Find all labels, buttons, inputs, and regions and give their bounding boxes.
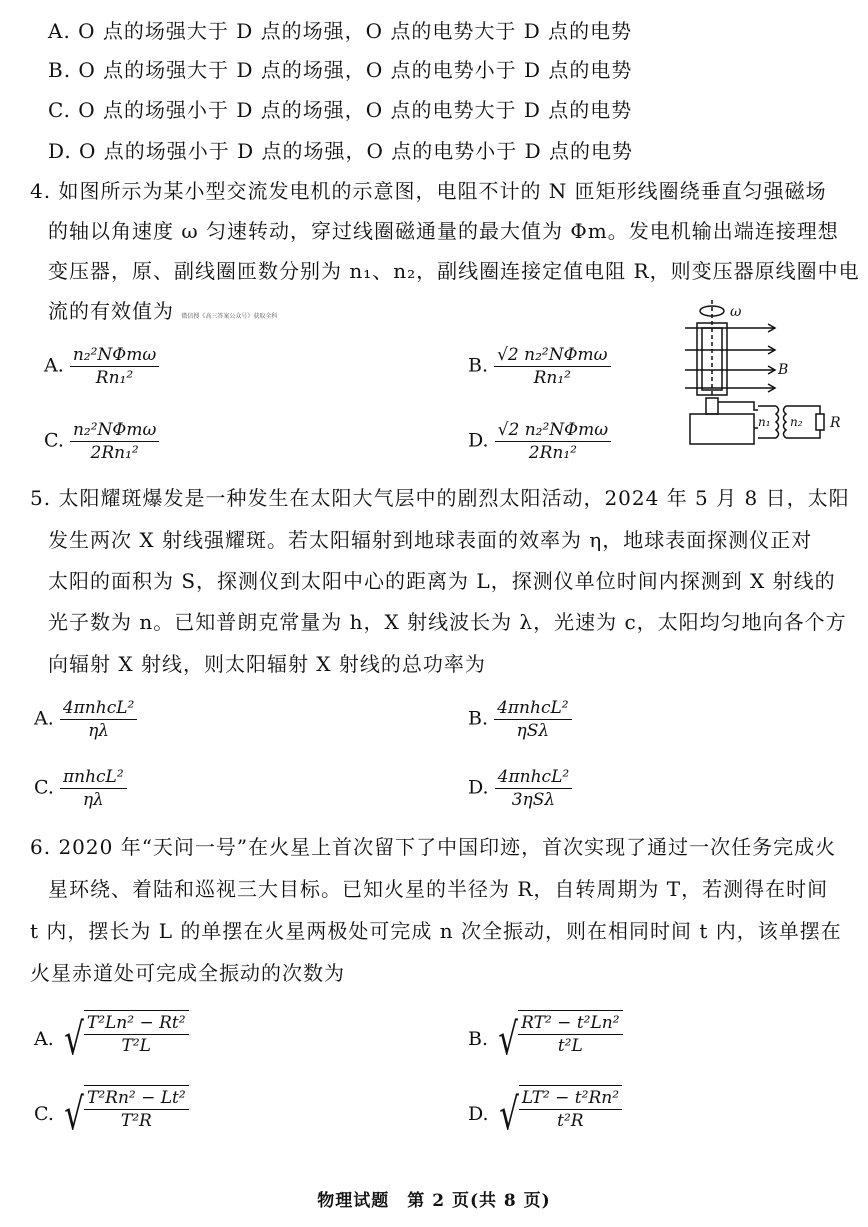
q5-line-2: 发生两次 X 射线强耀斑。若太阳辐射到地球表面的效率为 η，地球表面探测仪正对 <box>48 528 813 552</box>
q5-option-c: C. $\frac{\text{πnhcL²}}{\eta\lambda}$ <box>34 767 127 810</box>
q3-option-c: C. O 点的场强小于 D 点的场强，O 点的电势大于 D 点的电势 <box>48 98 633 122</box>
q4-option-c: C. $\frac{\text{n₂²NΦmω}}{\text{2Rn₁²}}$ <box>44 420 159 463</box>
figure-label-n2: n₂ <box>790 415 803 429</box>
q5-option-b: B. $\frac{\text{4πnhcL²}}{\text{ηSλ}}$ <box>468 698 572 741</box>
q5-line-1: 5. 太阳耀斑爆发是一种发生在太阳大气层中的剧烈太阳活动，2024 年 5 月 8 日，太阳 <box>30 486 850 510</box>
q6-option-d: D. √ $\frac{\text{LT² − t²Rn²}}{\text{t²R}}$ <box>468 1085 622 1145</box>
q6-option-b: B. √ $\frac{\text{RT² − t²Ln²}}{\text{t²L}}$ <box>468 1010 623 1070</box>
q6-option-a: A. √ $\frac{\text{T²Ln² − Rt²}}{\text{T²L}}$ <box>34 1010 189 1070</box>
q3-option-a: A. O 点的场强大于 D 点的场强，O 点的电势大于 D 点的电势 <box>48 19 633 43</box>
watermark: 微信搜《高三答案公众号》获取全科 <box>181 313 278 320</box>
q6-line-2: 星环绕、着陆和巡视三大目标。已知火星的半径为 R，自转周期为 T，若测得在时间 <box>48 877 829 901</box>
q4-line-3: 变压器，原、副线圈匝数分别为 n₁、n₂，副线圈连接定值电阻 R，则变压器原线圈中电 <box>48 259 860 283</box>
generator-transformer-figure <box>680 298 855 453</box>
figure-label-r: R <box>830 415 841 431</box>
q4-line-4 <box>48 298 277 330</box>
figure-label-b: B <box>778 362 789 378</box>
q5-option-a: A. $\frac{\text{4πnhcL²}}{\eta\lambda}$ <box>34 698 137 741</box>
q4-line-2: 的轴以角速度 ω 匀速转动，穿过线圈磁通量的最大值为 Φm。发电机输出端连接理想 <box>48 219 839 243</box>
q3-option-d: D. O 点的场强小于 D 点的场强，O 点的电势小于 D 点的电势 <box>48 139 634 163</box>
q4-line-4-text: 流的有效值为 <box>48 299 174 323</box>
figure-label-n1: n₁ <box>758 415 771 429</box>
q6-line-4: 火星赤道处可完成全振动的次数为 <box>30 961 345 985</box>
q4-option-d: D. $\frac{\text{√2 n₂²NΦmω}}{\text{2Rn₁²}}$ <box>468 420 611 463</box>
q5-line-3: 太阳的面积为 S，探测仪到太阳中心的距离为 L，探测仪单位时间内探测到 X 射线的 <box>48 569 836 593</box>
q6-line-1: 6. 2020 年“天问一号”在火星上首次留下了中国印迹，首次实现了通过一次任务完成火 <box>30 835 837 859</box>
q6-option-c: C. √ $\frac{\text{T²Rn² − Lt²}}{\text{T²R}}$ <box>34 1085 189 1145</box>
q5-line-5: 向辐射 X 射线，则太阳辐射 X 射线的总功率为 <box>48 652 486 676</box>
page-footer: 物理试题 第 2 页(共 8 页) <box>317 1191 551 1211</box>
q4-option-b: B. $\frac{\text{√2 n₂²NΦmω}}{\text{Rn₁²}}$ <box>468 345 611 388</box>
q4-line-1: 4. 如图所示为某小型交流发电机的示意图，电阻不计的 N 匝矩形线圈绕垂直匀强磁场 <box>30 179 827 203</box>
q4-option-a: A. $\frac{\text{n₂²NΦmω}}{\text{Rn₁²}}$ <box>44 345 159 388</box>
q6-line-3: t 内，摆长为 L 的单摆在火星两极处可完成 n 次全振动，则在相同时间 t 内，该单摆在 <box>30 919 842 943</box>
q5-line-4: 光子数为 n。已知普朗克常量为 h，X 射线波长为 λ，光速为 c，太阳均匀地向各个方 <box>48 610 847 634</box>
q3-option-b: B. O 点的场强大于 D 点的场强，O 点的电势小于 D 点的电势 <box>48 58 633 82</box>
q5-option-d: D. $\frac{\text{4πnhcL²}}{\text{3ηSλ}}$ <box>468 767 572 810</box>
figure-label-omega: ω <box>730 304 742 320</box>
